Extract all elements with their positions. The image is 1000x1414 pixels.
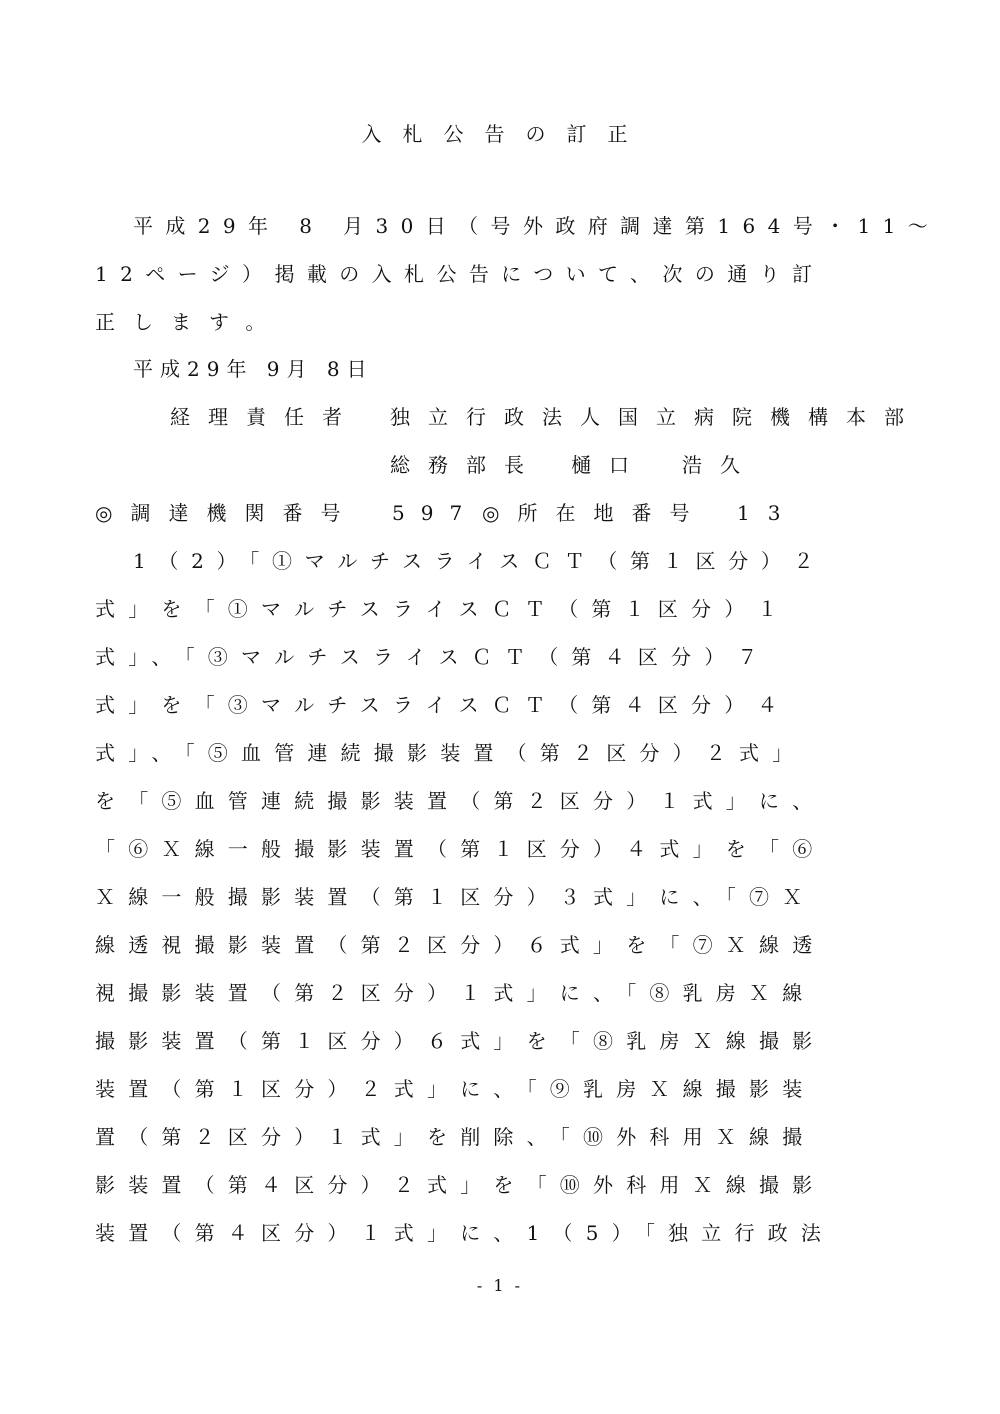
official-role: 経理責任者 (170, 405, 360, 429)
procurement-number: 597 (392, 501, 479, 525)
body-line: 「⑥Ｘ線一般撮影装置（第１区分）４式」を「⑥ (95, 837, 826, 861)
body-line: 装置（第４区分）１式」に、1（5）「独立行政法 (95, 1221, 835, 1245)
body-line: 式」を「③マルチスライスＣＴ（第４区分）４ (95, 693, 791, 717)
organization-name: 独立行政法人国立病院機構本部 (390, 405, 922, 429)
body-line: 線透視撮影装置（第２区分）６式」を「⑦Ｘ線透 (95, 933, 826, 957)
location-label: ◎所在地番号 (482, 501, 708, 525)
official-given-name: 浩久 (682, 453, 758, 477)
body-line: 視撮影装置（第２区分）１式」に、「⑧乳房Ｘ線 (95, 981, 816, 1005)
procurement-label: ◎調達機関番号 (95, 501, 359, 525)
body-line: 影装置（第４区分）２式」を「⑩外科用Ｘ線撮影 (95, 1173, 826, 1197)
body-line: 式」、「③マルチスライスＣＴ（第４区分）７ (95, 645, 771, 669)
notice-date: 平成29年 9月 8日 (133, 357, 374, 381)
body-line: 1（2）「①マルチスライスＣＴ（第１区分）２ (133, 549, 827, 573)
body-line: 撮影装置（第１区分）６式」を「⑧乳房Ｘ線撮影 (95, 1029, 826, 1053)
intro-line-1: 平成29年 8 月30日（号外政府調達第164号・11～ (133, 214, 941, 238)
location-number: 13 (737, 501, 799, 525)
official-surname: 樋口 (571, 453, 647, 477)
intro-line-3: 正します。 (95, 310, 284, 334)
body-line: Ｘ線一般撮影装置（第１区分）３式」に、「⑦Ｘ (95, 885, 816, 909)
body-line: 置（第２区分）１式」を削除、「⑩外科用Ｘ線撮 (95, 1125, 816, 1149)
page-title: 入札公告の訂正 (361, 122, 649, 146)
body-line: を「⑤血管連続撮影装置（第２区分）１式」に、 (95, 789, 826, 813)
body-line: 式」を「①マルチスライスＣＴ（第１区分）１ (95, 597, 791, 621)
department-title: 総務部長 (390, 453, 542, 477)
body-line: 式」、「⑤血管連続撮影装置（第２区分）２式」 (95, 741, 806, 765)
intro-line-2: 12ページ）掲載の入札公告について、次の通り訂 (95, 262, 825, 286)
page-number: - 1 - (476, 1276, 524, 1295)
body-line: 装置（第１区分）２式」に、「⑨乳房Ｘ線撮影装 (95, 1077, 816, 1101)
